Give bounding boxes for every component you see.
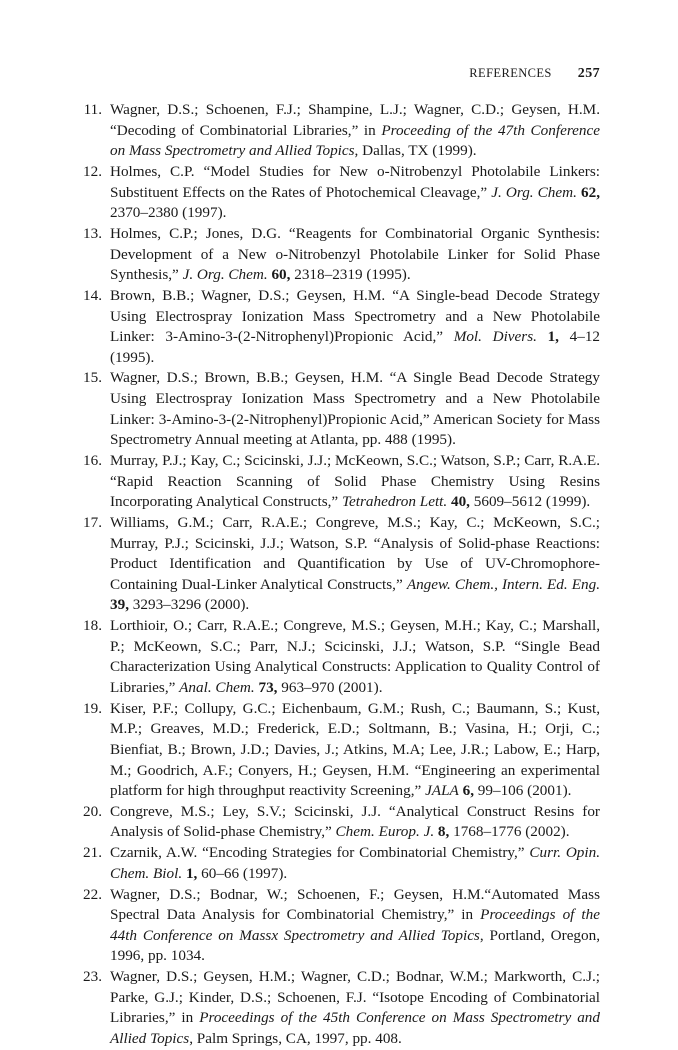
reference-number: 12. bbox=[83, 162, 102, 180]
reference-volume: 40, bbox=[450, 493, 470, 511]
reference-text: Congreve, M.S.; Ley, S.V.; Scicinski, J.J. “Analytical Construct Resins for Analysis of Solid-phase Chemistry,” bbox=[110, 802, 600, 841]
reference-list bbox=[70, 100, 600, 1050]
reference-entry bbox=[70, 286, 600, 368]
reference-entry bbox=[70, 162, 600, 224]
reference-text: Wagner, D.S.; Bodnar, W.; Schoenen, F.; Geysen, H.M.“Automated Mass Spectral Data Analysis for Combinatorial Chemistry,” in bbox=[110, 885, 600, 924]
reference-entry bbox=[70, 616, 600, 698]
reference-text: Murray, P.J.; Kay, C.; Scicinski, J.J.; McKeown, S.C.; Watson, S.P.; Carr, R.A.E. “Rapid Reaction Scanning of Solid Phase Chemistry Using Resins Incorporating Analytical Constructs,” bbox=[110, 452, 600, 511]
reference-text: 3293–3296 (2000). bbox=[128, 596, 250, 614]
reference-text: Kiser, P.F.; Collupy, G.C.; Eichenbaum, G.M.; Rush, C.; Baumann, S.; Kust, M.P.; Greaves, M.D.; Frederick, E.D.; Soltmann, B.; Vasina, H.; Orji, C.; Bienfiat, B.; Brown, J.D.; Davies, J.; Atkins, M.A; Lee, J.R.; Labow, E.; Harp, M.; Goodrich, A.F.; Conyers, H.; Geysen, H.M. “Engineering an experimental platform for high throughput reactivity Screening,” bbox=[110, 699, 600, 800]
reference-number: 19. bbox=[83, 699, 102, 717]
reference-number: 15. bbox=[83, 369, 102, 387]
reference-text: 2318–2319 (1995). bbox=[290, 266, 411, 284]
reference-text: , Dallas, TX (1999). bbox=[354, 142, 477, 160]
reference-text: Lorthioir, O.; Carr, R.A.E.; Congreve, M.S.; Geysen, M.H.; Kay, C.; Marshall, P.; McKeown, S.C.; Parr, N.J.; Scicinski, J.J.; Watson, S.P. “Single Bead Characterization Using Analytical Constructs: Application to Quality Control of Libraries,” bbox=[110, 617, 600, 696]
reference-italic-text: Anal. Chem. bbox=[179, 678, 255, 696]
reference-text: 4–12 (1995). bbox=[110, 328, 601, 366]
reference-number: 17. bbox=[83, 514, 102, 531]
reference-volume: 73, bbox=[258, 678, 278, 696]
reference-italic-text: J. Org. Chem. bbox=[182, 266, 268, 284]
reference-number: 16. bbox=[83, 452, 102, 470]
reference-text: 5609–5612 (1999). bbox=[469, 493, 591, 511]
reference-entry bbox=[70, 843, 600, 884]
reference-text: , Palm Springs, CA, 1997, pp. 408. bbox=[189, 1029, 402, 1047]
reference-text: 99–106 (2001). bbox=[474, 782, 572, 800]
reference-entry bbox=[70, 699, 600, 802]
reference-text: 2370–2380 (1997). bbox=[110, 204, 227, 222]
reference-volume: 60, bbox=[271, 266, 291, 284]
reference-entry bbox=[70, 451, 600, 513]
reference-number: 11. bbox=[83, 101, 102, 118]
reference-entry bbox=[70, 100, 600, 162]
reference-number: 22. bbox=[83, 885, 102, 903]
reference-entry bbox=[70, 885, 600, 967]
reference-text: Wagner, D.S.; Brown, B.B.; Geysen, H.M. “A Single Bead Decode Strategy Using Electrospray Ionization Mass Spectrometry and a New Photolabile Linker: 3-Amino-3-(2-Nitrophenyl)Propionic Acid,” American Society for Mass Spectrometry Annual meeting at Atlanta, pp. 488 (1995). bbox=[110, 369, 600, 449]
reference-text: Williams, G.M.; Carr, R.A.E.; Congreve, M.S.; Kay, C.; McKeown, S.C.; Murray, P.J.; Scicinski, J.J.; Watson, S.P. “Analysis of Solid-phase Reactions: Product Identification and Quantification by Use of UV-Chromophore-Containing Dual-Linker Analytical Constructs,” bbox=[110, 514, 600, 593]
reference-italic-text: J. Org. Chem. bbox=[491, 183, 577, 201]
reference-text: Holmes, C.P.; Jones, D.G. “Reagents for Combinatorial Organic Synthesis: Development of a New o-Nitrobenzyl Photolabile Linker for Solid Phase Synthesis,” bbox=[110, 224, 600, 284]
reference-text bbox=[537, 328, 548, 345]
reference-number: 21. bbox=[83, 844, 102, 862]
reference-italic-text: Proceeding of the 47th Conference on Mass Spectrometry and Allied Topics bbox=[110, 121, 600, 160]
reference-text: , Portland, Oregon, 1996, pp. 1034. bbox=[110, 926, 601, 965]
reference-entry bbox=[70, 967, 600, 1049]
page-number: 257 bbox=[577, 66, 600, 81]
reference-italic-text: JALA bbox=[425, 782, 459, 800]
reference-text: Holmes, C.P. “Model Studies for New o-Nitrobenzyl Photolabile Linkers: Substituent Effects on the Rates of Photochemical Cleavage,” bbox=[110, 162, 600, 201]
running-head bbox=[469, 66, 600, 82]
reference-italic-text: Angew. Chem., Intern. Ed. Eng. bbox=[406, 575, 600, 593]
reference-number: 23. bbox=[83, 968, 102, 986]
reference-text: Czarnik, A.W. “Encoding Strategies for Combinatorial Chemistry,” bbox=[110, 844, 530, 862]
reference-italic-text: Chem. Europ. J. bbox=[335, 823, 435, 841]
section-title: REFERENCES bbox=[469, 66, 552, 80]
reference-text: 963–970 (2001). bbox=[277, 678, 383, 696]
reference-entry bbox=[70, 224, 600, 286]
reference-entry bbox=[70, 513, 600, 616]
reference-text: Brown, B.B.; Wagner, D.S.; Geysen, H.M. “A Single-bead Decode Strategy Using Electrospray Ionization Mass Spectrometry and a New Photolabile Linker: 3-Amino-3-(2-Nitrophenyl)Propionic Acid,” bbox=[110, 286, 600, 346]
reference-entry bbox=[70, 368, 600, 450]
reference-number: 20. bbox=[83, 802, 102, 820]
reference-number: 13. bbox=[83, 224, 102, 242]
reference-volume: 39, bbox=[110, 596, 129, 614]
reference-italic-text: Curr. Opin. Chem. Biol. bbox=[110, 844, 600, 882]
reference-volume: 8, bbox=[437, 823, 450, 841]
reference-volume: 1, bbox=[185, 864, 198, 882]
reference-italic-text: Proceedings of the 45th Conference on Mass Spectrometry and Allied Topics bbox=[110, 1009, 600, 1047]
reference-volume: 62, bbox=[581, 183, 600, 201]
reference-italic-text: Mol. Divers. bbox=[453, 328, 537, 346]
reference-volume: 1, bbox=[547, 328, 559, 346]
reference-text: 60–66 (1997). bbox=[197, 864, 288, 882]
reference-text: Wagner, D.S.; Schoenen, F.J.; Shampine, L.J.; Wagner, C.D.; Geysen, H.M. “Decoding of Combinatorial Libraries,” in bbox=[110, 101, 600, 139]
reference-number: 18. bbox=[83, 617, 102, 635]
reference-italic-text: Proceedings of the 44th Conference on Massx Spectrometry and Allied Topics bbox=[110, 906, 600, 944]
reference-entry bbox=[70, 802, 600, 843]
reference-italic-text: Tetrahedron Lett. bbox=[341, 493, 448, 511]
reference-volume: 6, bbox=[462, 782, 474, 800]
reference-text: Wagner, D.S.; Geysen, H.M.; Wagner, C.D.; Bodnar, W.M.; Markworth, C.J.; Parke, G.J.; Kinder, D.S.; Schoenen, F.J. “Isotope Encoding of Combinatorial Libraries,” in bbox=[110, 968, 600, 1027]
reference-number: 14. bbox=[83, 286, 102, 304]
reference-text: 1768–1776 (2002). bbox=[449, 823, 570, 841]
